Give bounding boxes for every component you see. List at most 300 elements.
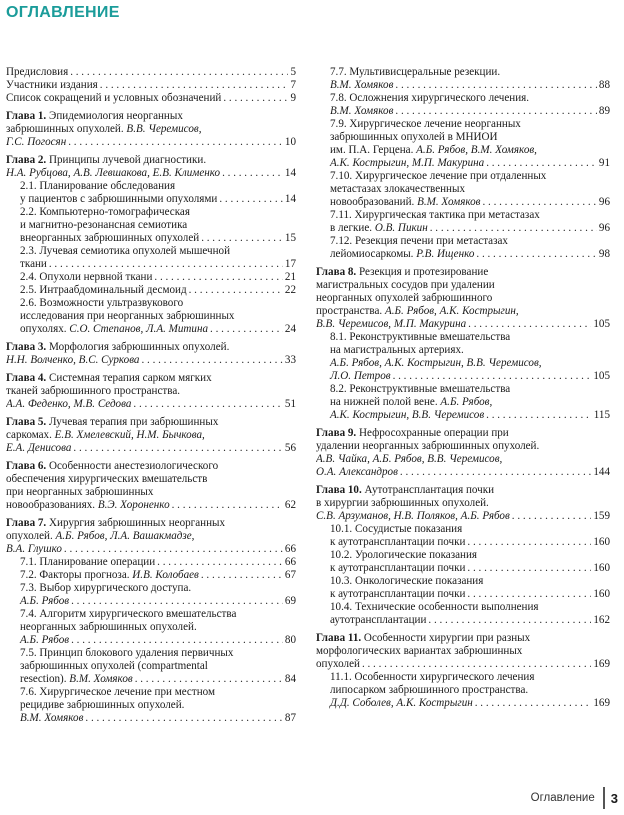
entry-page-number: 105 (593, 370, 610, 382)
toc-chapter-entry (316, 484, 610, 523)
dot-leader (71, 634, 283, 647)
dot-leader (49, 258, 283, 271)
entry-line (6, 416, 296, 429)
entry-text: метастазах злокачественных (330, 183, 465, 195)
entry-title (330, 697, 473, 710)
entry-line (316, 344, 610, 357)
toc-heading: ОГЛАВЛЕНИЕ (6, 4, 120, 21)
dot-leader (201, 232, 283, 245)
entry-last-line (6, 258, 296, 271)
chapter-label: Глава 9. (316, 427, 357, 439)
entry-text: 8.1. Реконструктивные вмешательства (330, 331, 511, 343)
entry-last-line (316, 196, 610, 209)
entry-text: забрюшинных опухолей (compartmental (20, 660, 208, 672)
entry-last-line (316, 466, 610, 479)
entry-last-line (6, 92, 296, 105)
entry-text: 2.2. Компьютерно-томографическая (20, 206, 190, 218)
entry-text: у пациентов с забрюшинными опухолями (20, 193, 218, 205)
entry-title (20, 673, 133, 686)
entry-text: 2.6. Возможности ультразвукового (20, 297, 184, 309)
entry-authors: Г.С. Погосян (6, 136, 67, 148)
toc-chapter-entry (6, 154, 296, 180)
toc-entry (6, 271, 296, 284)
entry-line (316, 235, 610, 248)
entry-line (316, 684, 610, 697)
toc-chapter-entry (6, 110, 296, 149)
entry-text: 7.5. Принцип блокового удаления первичных (20, 647, 234, 659)
entry-page-number: 22 (284, 284, 296, 296)
dot-leader (133, 398, 283, 411)
entry-line (6, 372, 296, 385)
entry-line (316, 440, 610, 453)
entry-title (6, 79, 98, 92)
entry-title (20, 193, 217, 206)
entry-authors: В.А. Глушко (6, 543, 62, 555)
entry-last-line (316, 658, 610, 671)
toc-entry (316, 235, 610, 261)
toc-chapter-entry (316, 266, 610, 331)
entry-page-number: 160 (593, 588, 610, 600)
entry-title (6, 543, 62, 556)
entry-text: 10.4. Технические особенности выполнения (330, 601, 539, 613)
entry-page-number: 21 (284, 271, 296, 283)
dot-leader (189, 284, 283, 297)
entry-page-number: 144 (593, 466, 610, 478)
entry-authors: А.Б. Рябов (20, 634, 70, 646)
entry-line (6, 219, 296, 232)
entry-text: внеорганных забрюшинных опухолей (20, 232, 200, 244)
entry-last-line (316, 588, 610, 601)
entry-page-number: 105 (593, 318, 610, 330)
entry-title (6, 136, 66, 149)
entry-title (20, 569, 199, 582)
entry-line (6, 517, 296, 530)
entry-last-line (316, 79, 610, 92)
entry-text: Участники издания (6, 79, 98, 91)
entry-line (6, 473, 296, 486)
toc-entry (6, 297, 296, 336)
toc-entry (6, 284, 296, 297)
entry-line (6, 608, 296, 621)
entry-authors: Р.В. Ищенко (416, 248, 475, 260)
entry-title (20, 271, 152, 284)
toc-entry (6, 92, 296, 105)
entry-page-number: 91 (598, 157, 610, 169)
entry-page-number: 66 (284, 556, 296, 568)
dot-leader (486, 409, 592, 422)
toc-entry (316, 383, 610, 422)
entry-line (6, 154, 296, 167)
dot-leader (222, 167, 283, 180)
entry-title (330, 222, 428, 235)
entry-last-line (6, 556, 296, 569)
entry-page-number: 56 (284, 442, 296, 454)
entry-last-line (316, 222, 610, 235)
entry-line (316, 131, 610, 144)
entry-last-line (6, 193, 296, 206)
entry-line (316, 575, 610, 588)
entry-text: Системная терапия сарком мягких (46, 372, 212, 384)
entry-page-number: 66 (284, 543, 296, 555)
entry-last-line (6, 634, 296, 647)
entry-line (6, 297, 296, 310)
entry-text: аутотрансплантации (330, 614, 427, 626)
entry-last-line (6, 398, 296, 411)
toc-entry (316, 331, 610, 383)
entry-last-line (6, 232, 296, 245)
entry-line (6, 647, 296, 660)
dot-leader (400, 466, 591, 479)
entry-page-number: 15 (284, 232, 296, 244)
entry-title (330, 614, 426, 627)
entry-authors: О.А. Александров (316, 466, 398, 478)
toc-entry (6, 569, 296, 582)
entry-authors: В.М. Хомяков (330, 105, 394, 117)
entry-authors: А.Б. Рябов (20, 595, 70, 607)
entry-authors: В.М. Хомяков (330, 79, 394, 91)
chapter-label: Глава 7. (6, 517, 47, 529)
entry-page-number: 7 (290, 79, 296, 91)
entry-line (6, 621, 296, 634)
entry-title (6, 398, 131, 411)
entry-page-number: 159 (593, 510, 610, 522)
toc-entry (6, 245, 296, 271)
entry-page-number: 5 (290, 66, 296, 78)
entry-page-number: 62 (284, 499, 296, 511)
dot-leader (395, 105, 597, 118)
entry-last-line (6, 712, 296, 725)
entry-text: 7.8. Осложнения хирургического лечения. (330, 92, 530, 104)
entry-text: 7.11. Хирургическая тактика при метастазах (330, 209, 540, 221)
entry-title (20, 232, 199, 245)
dot-leader (475, 697, 592, 710)
entry-line (316, 266, 610, 279)
entry-last-line (316, 248, 610, 261)
toc-chapter-entry (6, 372, 296, 411)
entry-text: опухолях. (20, 323, 70, 335)
entry-line (316, 427, 610, 440)
entry-text: в хирургии забрюшинных опухолей. (316, 497, 489, 509)
entry-line (316, 279, 610, 292)
toc-chapter-entry (6, 416, 296, 455)
entry-page-number: 169 (593, 658, 610, 670)
entry-page-number: 9 (290, 92, 296, 104)
entry-text: 8.2. Реконструктивные вмешательства (330, 383, 511, 395)
entry-line (316, 453, 610, 466)
entry-title (20, 595, 69, 608)
entry-text: 2.4. Опухоли нервной ткани (20, 271, 153, 283)
toc-chapter-entry (6, 460, 296, 512)
entry-page-number: 24 (284, 323, 296, 335)
dot-leader (141, 354, 282, 367)
entry-text: Список сокращений и условных обозначений (6, 92, 222, 104)
entry-title (330, 370, 391, 383)
entry-line (316, 549, 610, 562)
entry-page-number: 69 (284, 595, 296, 607)
entry-authors: А.Б. Рябов, (440, 396, 493, 408)
entry-text: 10.3. Онкологические показания (330, 575, 484, 587)
entry-text: тканей забрюшинного пространства. (6, 385, 181, 397)
entry-text: рецидиве забрюшинных опухолей. (20, 699, 185, 711)
dot-leader (428, 614, 591, 627)
entry-title (316, 658, 360, 671)
entry-text: магистральных сосудов при удалении (316, 279, 495, 291)
toc-entry (316, 549, 610, 575)
entry-line (316, 66, 610, 79)
entry-title (6, 499, 170, 512)
dot-leader (100, 79, 289, 92)
entry-authors: А.К. Кострыгин, М.П. Макурина (330, 157, 485, 169)
entry-text: исследования при неорганных забрюшинных (20, 310, 235, 322)
dot-leader (467, 588, 591, 601)
entry-authors: И.В. Колобаев (132, 569, 199, 581)
entry-last-line (316, 370, 610, 383)
entry-text: новообразованиях. (6, 499, 98, 511)
entry-authors: Е.В. Хмелевский, Н.М. Бычкова, (54, 429, 205, 441)
entry-authors: В.В. Черемисов, М.П. Макурина (316, 318, 467, 330)
chapter-label: Глава 5. (6, 416, 47, 428)
dot-leader (512, 510, 592, 523)
entry-authors: А.К. Кострыгин, В.В. Черемисов (330, 409, 485, 421)
dot-leader (219, 193, 283, 206)
entry-line (6, 486, 296, 499)
entry-text: лейомиосаркомы. (330, 248, 417, 260)
entry-text: и магнитно-резонансная семиотика (20, 219, 188, 231)
entry-last-line (6, 271, 296, 284)
dot-leader (362, 658, 591, 671)
entry-authors: А.Б. Рябов, А.К. Кострыгин, В.В. Черемисов, (330, 357, 542, 369)
entry-page-number: 67 (284, 569, 296, 581)
entry-page-number: 14 (284, 167, 296, 179)
entry-authors: А.Б. Рябов, А.К. Кострыгин, (384, 305, 519, 317)
entry-line (316, 170, 610, 183)
entry-line (6, 660, 296, 673)
dot-leader (68, 136, 283, 149)
toc-chapter-entry (6, 341, 296, 367)
entry-text: пространства. (316, 305, 385, 317)
page-number: 3 (610, 790, 618, 806)
entry-title (20, 712, 83, 725)
toc-entry (6, 647, 296, 686)
toc-entry (6, 180, 296, 206)
entry-page-number: 115 (593, 409, 610, 421)
entry-line (316, 305, 610, 318)
dot-leader (154, 271, 283, 284)
entry-line (6, 699, 296, 712)
entry-line (6, 341, 296, 354)
entry-text: 11.1. Особенности хирургического лечения (330, 671, 535, 683)
entry-last-line (6, 323, 296, 336)
entry-page-number: 160 (593, 562, 610, 574)
entry-text: к аутотрансплантации почки (330, 588, 466, 600)
dot-leader (172, 499, 283, 512)
entry-authors: В.Э. Хороненко (97, 499, 170, 511)
entry-text: 7.12. Резекция печени при метастазах (330, 235, 508, 247)
dot-leader (468, 318, 591, 331)
entry-title (330, 157, 484, 170)
entry-line (316, 144, 610, 157)
entry-page-number: 84 (284, 673, 296, 685)
entry-line (6, 206, 296, 219)
toc-entry (6, 582, 296, 608)
toc-chapter-entry (316, 632, 610, 671)
entry-authors: Д.Д. Соболев, А.К. Кострыгин (330, 697, 473, 709)
dot-leader (201, 569, 283, 582)
entry-title (20, 284, 187, 297)
entry-authors: Н.Н. Волченко, В.С. Суркова (6, 354, 140, 366)
toc-entry (6, 556, 296, 569)
entry-text: Особенности анестезиологического (46, 460, 219, 472)
entry-authors: О.В. Пикин (374, 222, 428, 234)
toc-entry (316, 66, 610, 92)
entry-text: забрюшинных опухолей. (6, 123, 127, 135)
entry-text: Лучевая терапия при забрюшинных (46, 416, 219, 428)
entry-authors: А.А. Феденко, М.В. Седова (6, 398, 132, 410)
entry-last-line (6, 79, 296, 92)
chapter-label: Глава 8. (316, 266, 357, 278)
entry-text: ткани (20, 258, 47, 270)
entry-line (316, 396, 610, 409)
entry-text: 2.5. Интраабдоминальный десмоид (20, 284, 187, 296)
entry-authors: В.В. Черемисов, (126, 123, 202, 135)
entry-last-line (6, 136, 296, 149)
dot-leader (85, 712, 283, 725)
entry-title (330, 588, 465, 601)
entry-text: к аутотрансплантации почки (330, 562, 466, 574)
dot-leader (476, 248, 597, 261)
dot-leader (223, 92, 288, 105)
entry-page-number: 33 (284, 354, 296, 366)
toc-chapter-entry (6, 517, 296, 556)
entry-authors: В.М. Хомяков (20, 712, 84, 724)
toc-entry (316, 118, 610, 170)
toc-entry (6, 206, 296, 245)
dot-leader (395, 79, 597, 92)
entry-text: resection). (20, 673, 70, 685)
entry-last-line (316, 105, 610, 118)
entry-line (6, 530, 296, 543)
chapter-label: Глава 6. (6, 460, 47, 472)
entry-page-number: 51 (284, 398, 296, 410)
entry-text: Хирургия забрюшинных неорганных (46, 517, 226, 529)
toc-entry (6, 66, 296, 79)
entry-line (316, 92, 610, 105)
entry-text: опухолей. (6, 530, 56, 542)
toc-entry (316, 575, 610, 601)
entry-page-number: 96 (598, 222, 610, 234)
entry-authors: С.В. Арзуманов, Н.В. Поляков, А.Б. Рябов (316, 510, 510, 522)
entry-line (316, 601, 610, 614)
entry-page-number: 88 (598, 79, 610, 91)
entry-authors: А.В. Чайка, А.Б. Рябов, В.В. Черемисов, (316, 453, 503, 465)
toc-chapter-entry (316, 427, 610, 479)
entry-title (330, 79, 393, 92)
entry-last-line (6, 673, 296, 686)
entry-text: 7.9. Хирургическое лечение неорганных (330, 118, 521, 130)
dot-leader (70, 66, 288, 79)
entry-last-line (316, 562, 610, 575)
chapter-label: Глава 4. (6, 372, 47, 384)
entry-text: Принципы лучевой диагностики. (46, 154, 207, 166)
entry-line (316, 497, 610, 510)
entry-title (330, 562, 465, 575)
entry-authors: С.О. Степанов, Л.А. Митина (69, 323, 209, 335)
entry-text: 7.2. Факторы прогноза. (20, 569, 133, 581)
entry-title (330, 196, 480, 209)
entry-text: Морфология забрюшинных опухолей. (46, 341, 230, 353)
entry-authors: Е.А. Денисова (6, 442, 72, 454)
entry-text: Предисловия (6, 66, 69, 78)
entry-line (316, 632, 610, 645)
entry-line (6, 110, 296, 123)
dot-leader (467, 562, 591, 575)
entry-text: на нижней полой вене. (330, 396, 441, 408)
dot-leader (486, 157, 597, 170)
entry-text: 7.1. Планирование операции (20, 556, 156, 568)
entry-title (316, 510, 510, 523)
entry-title (20, 634, 69, 647)
entry-page-number: 160 (593, 536, 610, 548)
entry-text: им. П.А. Герцена. (330, 144, 417, 156)
toc-entry (316, 523, 610, 549)
entry-line (316, 523, 610, 536)
entry-title (20, 323, 208, 336)
entry-text: неорганных забрюшинных опухолей. (20, 621, 197, 633)
footer-title: Оглавление (530, 792, 595, 804)
dot-leader (393, 370, 592, 383)
toc-entry (6, 608, 296, 647)
entry-last-line (316, 536, 610, 549)
entry-page-number: 17 (284, 258, 296, 270)
entry-text: новообразований. (330, 196, 418, 208)
entry-title (6, 442, 71, 455)
toc-entry (316, 209, 610, 235)
entry-line (6, 310, 296, 323)
entry-line (316, 209, 610, 222)
page-footer (531, 787, 624, 809)
entry-page-number: 14 (284, 193, 296, 205)
entry-title (20, 556, 155, 569)
entry-page-number: 10 (284, 136, 296, 148)
entry-last-line (6, 442, 296, 455)
entry-line (316, 357, 610, 370)
entry-text: 7.10. Хирургическое лечение при отдаленных (330, 170, 547, 182)
entry-last-line (316, 318, 610, 331)
entry-page-number: 89 (598, 105, 610, 117)
dot-leader (482, 196, 596, 209)
entry-line (6, 429, 296, 442)
entry-authors: В.М. Хомяков (417, 196, 481, 208)
entry-last-line (316, 409, 610, 422)
entry-line (6, 180, 296, 193)
entry-authors: Л.О. Петров (330, 370, 391, 382)
entry-line (6, 582, 296, 595)
chapter-label: Глава 11. (316, 632, 362, 644)
entry-line (316, 645, 610, 658)
entry-text: 2.3. Лучевая семиотика опухолей мышечной (20, 245, 231, 257)
entry-line (6, 686, 296, 699)
entry-page-number: 80 (284, 634, 296, 646)
entry-authors: В.М. Хомяков (69, 673, 133, 685)
entry-text: удалении неорганных забрюшинных опухолей. (316, 440, 540, 452)
entry-title (316, 318, 466, 331)
entry-last-line (316, 510, 610, 523)
toc-left-column (6, 66, 296, 725)
toc-entry (316, 170, 610, 209)
toc-entry (316, 671, 610, 710)
entry-title (6, 66, 68, 79)
chapter-label: Глава 3. (6, 341, 47, 353)
